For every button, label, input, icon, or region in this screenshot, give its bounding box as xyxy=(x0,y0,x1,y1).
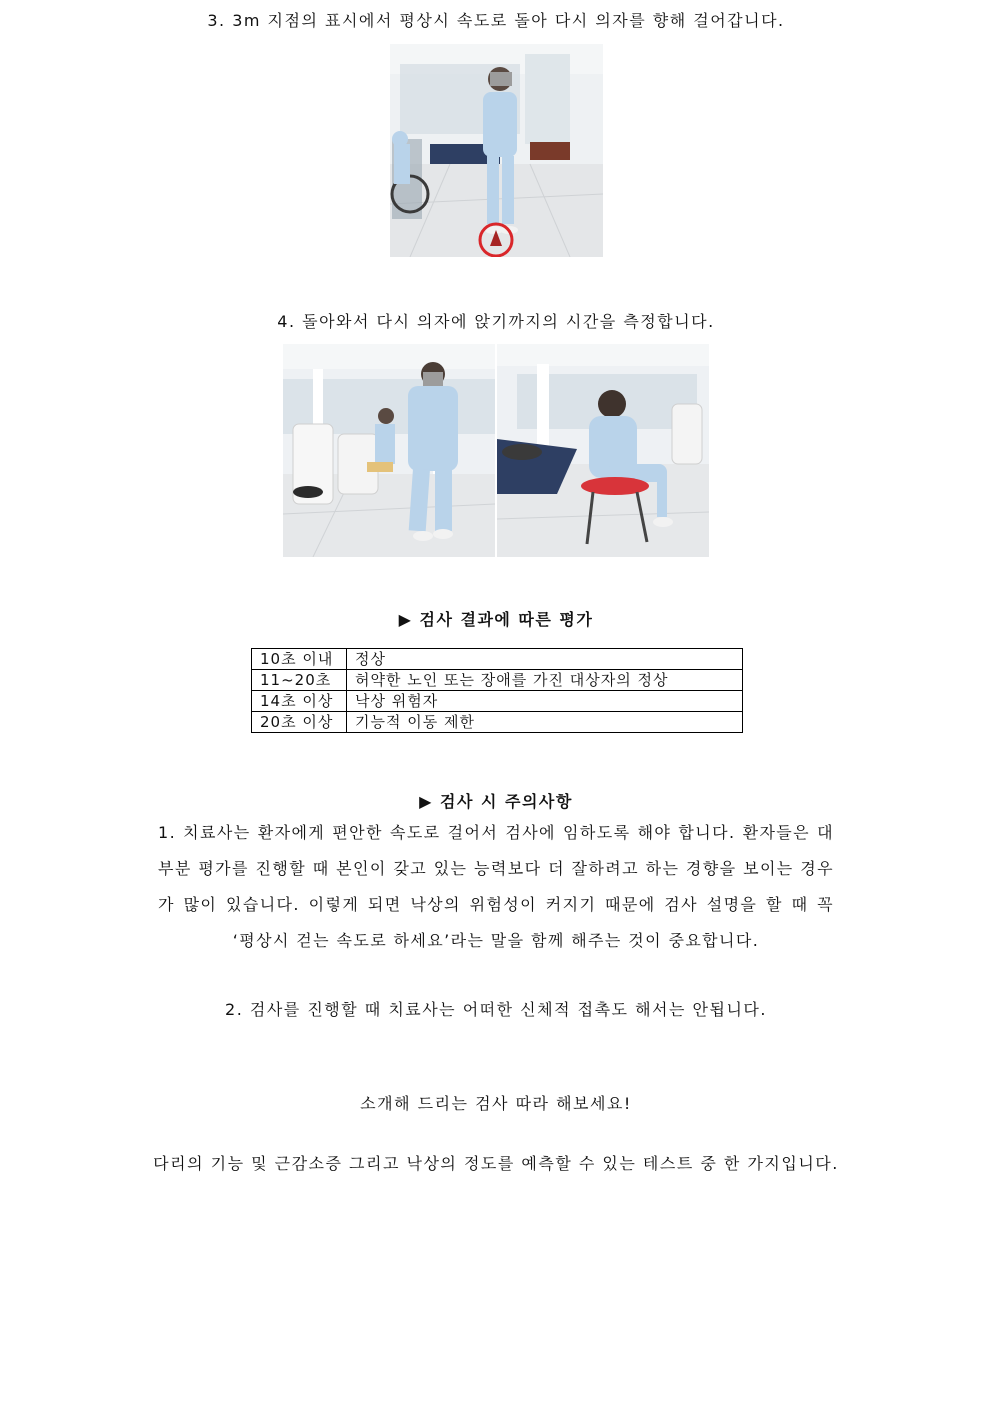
cautions-heading: ▶ 검사 시 주의사항 xyxy=(419,792,573,811)
result-cell: 낙상 위험자 xyxy=(347,691,743,712)
step3-text: 3. 3m 지점의 표시에서 평상시 속도로 돌아 다시 의자를 향해 걸어갑니다. xyxy=(207,11,785,30)
photo-sitting-down xyxy=(497,344,709,557)
evaluation-heading: ▶ 검사 결과에 따른 평가 xyxy=(398,610,594,629)
result-cell: 기능적 이동 제한 xyxy=(347,712,743,733)
evaluation-table xyxy=(251,648,743,733)
caution-item-2: 2. 검사를 진행할 때 치료사는 어떠한 신체적 접촉도 해서는 안됩니다. xyxy=(225,1000,767,1019)
closing-line-1: 소개해 드리는 검사 따라 해보세요! xyxy=(360,1094,632,1113)
table-row xyxy=(252,670,743,691)
photo-sitting-down-illustration xyxy=(497,344,709,557)
table-row xyxy=(252,691,743,712)
time-cell: 14초 이상 xyxy=(252,691,347,712)
time-cell: 11~20초 xyxy=(252,670,347,691)
photo-walking-back-illustration xyxy=(283,344,495,557)
photo-turn-at-marker-illustration xyxy=(390,44,603,257)
table-row xyxy=(252,712,743,733)
photo-walking-back xyxy=(283,344,495,557)
step4-text: 4. 돌아와서 다시 의자에 앉기까지의 시간을 측정합니다. xyxy=(277,312,715,331)
caution-item-1: 1. 치료사는 환자에게 편안한 속도로 걸어서 검사에 임하도록 해야 합니다. 환자들은 대부분 평가를 진행할 때 본인이 갖고 있는 능력보다 더 잘하려고 하는 경향을 보이는 경우가 많이 있습니다. 이렇게 되면 낙상의 위험성이 커지기 때문에 검사 설명을 할 때 꼭 ‘평상시 걷는 속도로 하세요’라는 말을 함께 해주는 것이 중요합니다. xyxy=(158,823,834,950)
time-cell: 20초 이상 xyxy=(252,712,347,733)
closing-line-2: 다리의 기능 및 근감소증 그리고 낙상의 정도를 예측할 수 있는 테스트 중 한 가지입니다. xyxy=(153,1154,839,1173)
table-row xyxy=(252,649,743,670)
photo-turn-at-marker xyxy=(390,44,603,257)
time-cell: 10초 이내 xyxy=(252,649,347,670)
result-cell: 허약한 노인 또는 장애를 가진 대상자의 정상 xyxy=(347,670,743,691)
result-cell: 정상 xyxy=(347,649,743,670)
